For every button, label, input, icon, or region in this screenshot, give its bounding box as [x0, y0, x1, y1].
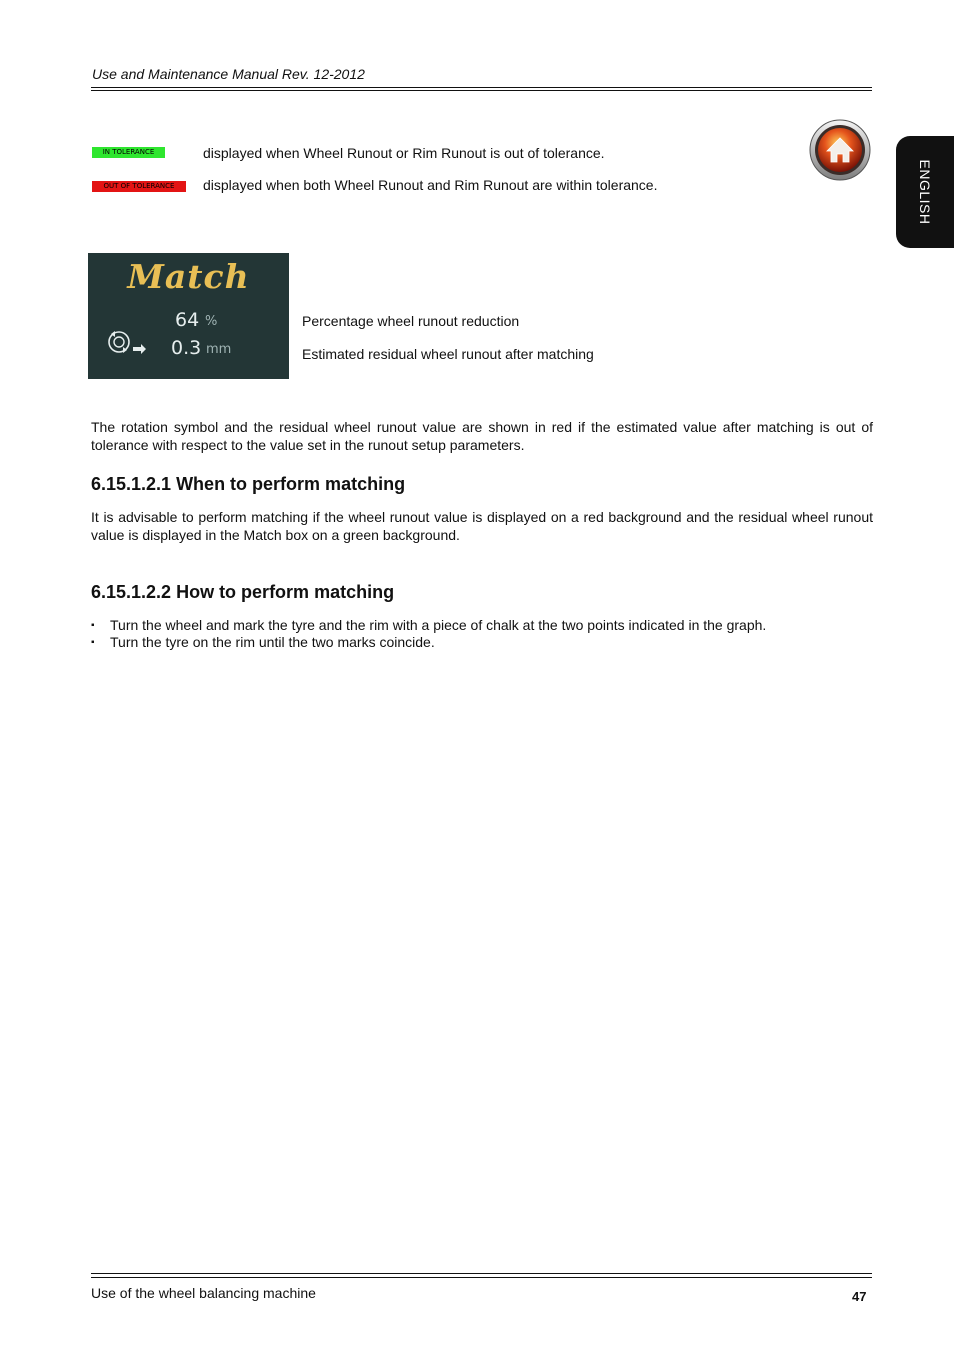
list-item: ▪ Turn the tyre on the rim until the two marks coincide. — [91, 634, 873, 651]
home-icon[interactable] — [809, 119, 871, 181]
match-runout-value: 0.3 — [171, 337, 202, 359]
percent-reduction-label: Percentage wheel runout reduction — [302, 313, 520, 329]
match-runout-unit: mm — [206, 342, 232, 357]
when-paragraph: It is advisable to perform matching if the wheel runout value is displayed on a red background and the residual wheel runout value is displayed in the Match box on a green background. — [91, 509, 873, 543]
in-tolerance-badge: IN TOLERANCE — [92, 147, 165, 158]
list-item: ▪ Turn the wheel and mark the tyre and the rim with a piece of chalk at the two points indicated in the graph. — [91, 617, 873, 634]
section-heading-when: 6.15.1.2.1 When to perform matching — [91, 474, 406, 494]
out-of-tolerance-badge: OUT OF TOLERANCE — [92, 181, 186, 192]
rotation-icon — [105, 328, 147, 358]
match-box — [88, 253, 289, 379]
header-rule — [91, 87, 872, 88]
page-number: 47 — [852, 1289, 867, 1304]
in-tolerance-description: displayed when Wheel Runout or Rim Runout is out of tolerance. — [203, 145, 605, 161]
out-of-tolerance-description: displayed when both Wheel Runout and Rim Runout are within tolerance. — [203, 177, 658, 193]
rotation-note-paragraph: The rotation symbol and the residual wheel runout value are shown in red if the estimated value after matching is out of tolerance with respect to the value set in the runout setup parameters. — [91, 419, 873, 453]
match-percent-unit: % — [205, 314, 218, 329]
header-title: Use and Maintenance Manual Rev. 12-2012 — [92, 66, 365, 82]
match-title: Match — [127, 257, 250, 296]
how-steps-list — [91, 617, 873, 651]
footer-section-title: Use of the wheel balancing machine — [91, 1285, 316, 1301]
footer-rule-thick — [91, 1273, 872, 1274]
residual-runout-label: Estimated residual wheel runout after matching — [302, 346, 594, 362]
language-tab-label: ENGLISH — [917, 159, 933, 225]
language-tab[interactable] — [896, 136, 954, 248]
section-heading-how: 6.15.1.2.2 How to perform matching — [91, 582, 395, 602]
header-rule-thick — [91, 90, 872, 91]
match-percent-value: 64 — [175, 309, 200, 331]
footer-rule — [91, 1277, 872, 1278]
